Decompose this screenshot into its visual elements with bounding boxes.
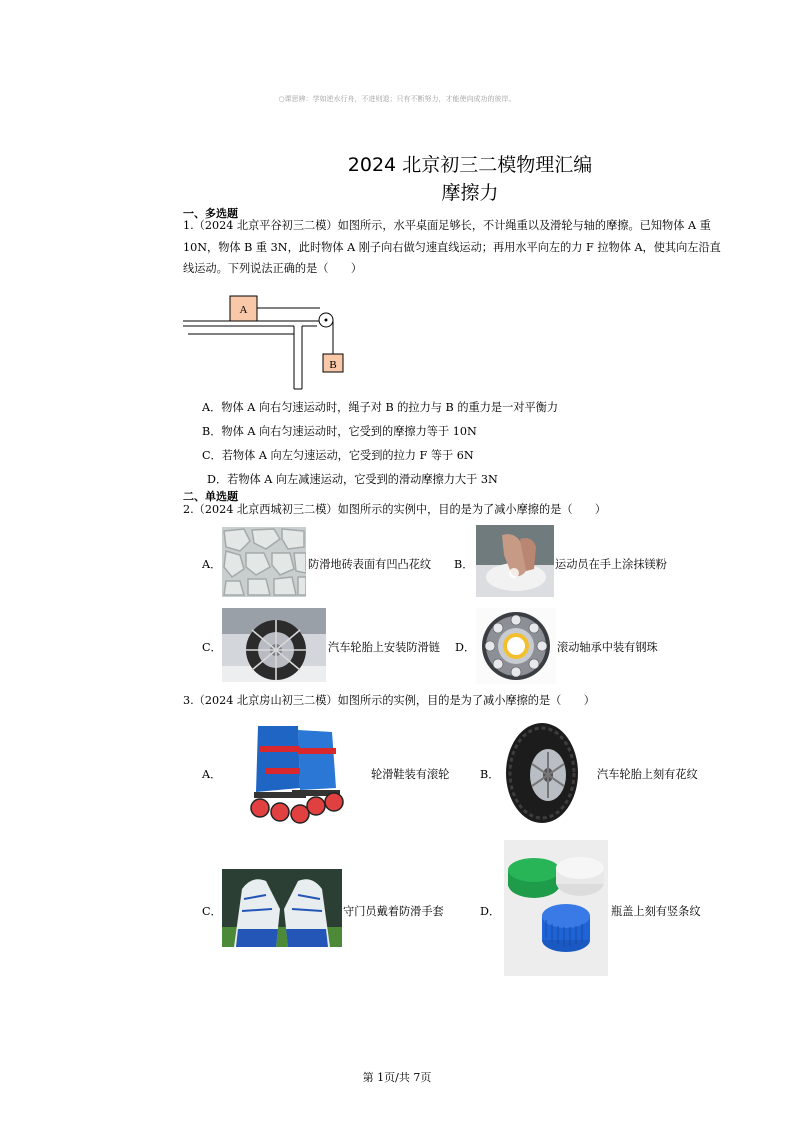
q3-option-a-letter: A． bbox=[202, 768, 222, 781]
q3-option-d-text: 瓶盖上刻有竖条纹 bbox=[611, 905, 701, 918]
chalk-hands-photo bbox=[476, 525, 554, 597]
q1-option-b: B．物体 A 向右匀速运动时，它受到的摩擦力等于 10N bbox=[202, 425, 477, 438]
block-a-label: A bbox=[239, 304, 248, 316]
tile-texture-photo bbox=[222, 527, 306, 597]
header-note: ○课思辨：学如逆水行舟，不进则退；只有不断努力，才能使向成功的彼岸。 bbox=[278, 95, 516, 103]
section-multi-choice: 一、多选题 bbox=[183, 207, 238, 220]
tire-chain-photo bbox=[222, 608, 326, 682]
question-3-stem: 3.（2024 北京房山初三二模）如图所示的实例，目的是为了减小摩擦的是（ ） bbox=[183, 694, 595, 707]
q2-option-c-letter: C． bbox=[202, 641, 222, 654]
q2-option-a-letter: A． bbox=[202, 558, 222, 571]
goalkeeper-gloves-photo bbox=[222, 869, 342, 947]
tire-tread-photo bbox=[504, 720, 582, 826]
page-footer: 第 1页/共 7页 bbox=[362, 1071, 432, 1084]
pulley-diagram bbox=[183, 290, 353, 392]
q3-option-d-letter: D． bbox=[480, 905, 501, 918]
q2-option-b-letter: B． bbox=[454, 558, 474, 571]
q3-option-b-letter: B． bbox=[480, 768, 500, 781]
q2-option-a-text: 防滑地砖表面有凹凸花纹 bbox=[308, 558, 432, 571]
block-b-label: B bbox=[329, 359, 337, 371]
q2-option-d-text: 滚动轴承中装有钢珠 bbox=[557, 641, 658, 654]
q1-option-a: A．物体 A 向右匀速运动时，绳子对 B 的拉力与 B 的重力是一对平衡力 bbox=[202, 401, 559, 414]
question-1 bbox=[183, 215, 763, 280]
bottle-caps-photo bbox=[504, 840, 608, 976]
document-title: 2024 北京初三二模物理汇编 bbox=[347, 154, 593, 176]
q3-option-c-text: 守门员戴着防滑手套 bbox=[343, 905, 444, 918]
question-1-line1: 1.（2024 北京平谷初三二模）如图所示，水平桌面足够长，不计绳重以及滑轮与轴的摩擦。已知物体 A 重 bbox=[183, 219, 711, 232]
q2-option-b-text: 运动员在手上涂抹镁粉 bbox=[555, 558, 667, 571]
question-1-line3: 线运动。下列说法正确的是（ ） bbox=[183, 262, 363, 275]
q2-option-c-text: 汽车轮胎上安装防滑链 bbox=[328, 641, 440, 654]
question-1-line2: 10N，物体 B 重 3N，此时物体 A 刚子向右做匀速直线运动；再用水平向左的力 F 拉物体 A，使其向左沿直 bbox=[183, 240, 721, 254]
q3-option-b-text: 汽车轮胎上刻有花纹 bbox=[597, 768, 698, 781]
q1-option-d: D．若物体 A 向左减速运动，它受到的滑动摩擦力大于 3N bbox=[207, 473, 498, 486]
document-subtitle: 摩擦力 bbox=[441, 182, 499, 204]
ball-bearing-photo bbox=[476, 608, 556, 684]
q1-option-c: C．若物体 A 向左匀速运动，它受到的拉力 F 等于 6N bbox=[202, 449, 474, 462]
q2-option-d-letter: D． bbox=[455, 641, 476, 654]
q3-option-c-letter: C． bbox=[202, 905, 222, 918]
question-2-stem: 2.（2024 北京西城初三二模）如图所示的实例中，目的是为了减小摩擦的是（ ） bbox=[183, 503, 607, 516]
section-single-choice: 二、单选题 bbox=[183, 490, 238, 503]
roller-skates-photo bbox=[236, 718, 352, 826]
q3-option-a-text: 轮滑鞋装有滚轮 bbox=[371, 768, 450, 781]
